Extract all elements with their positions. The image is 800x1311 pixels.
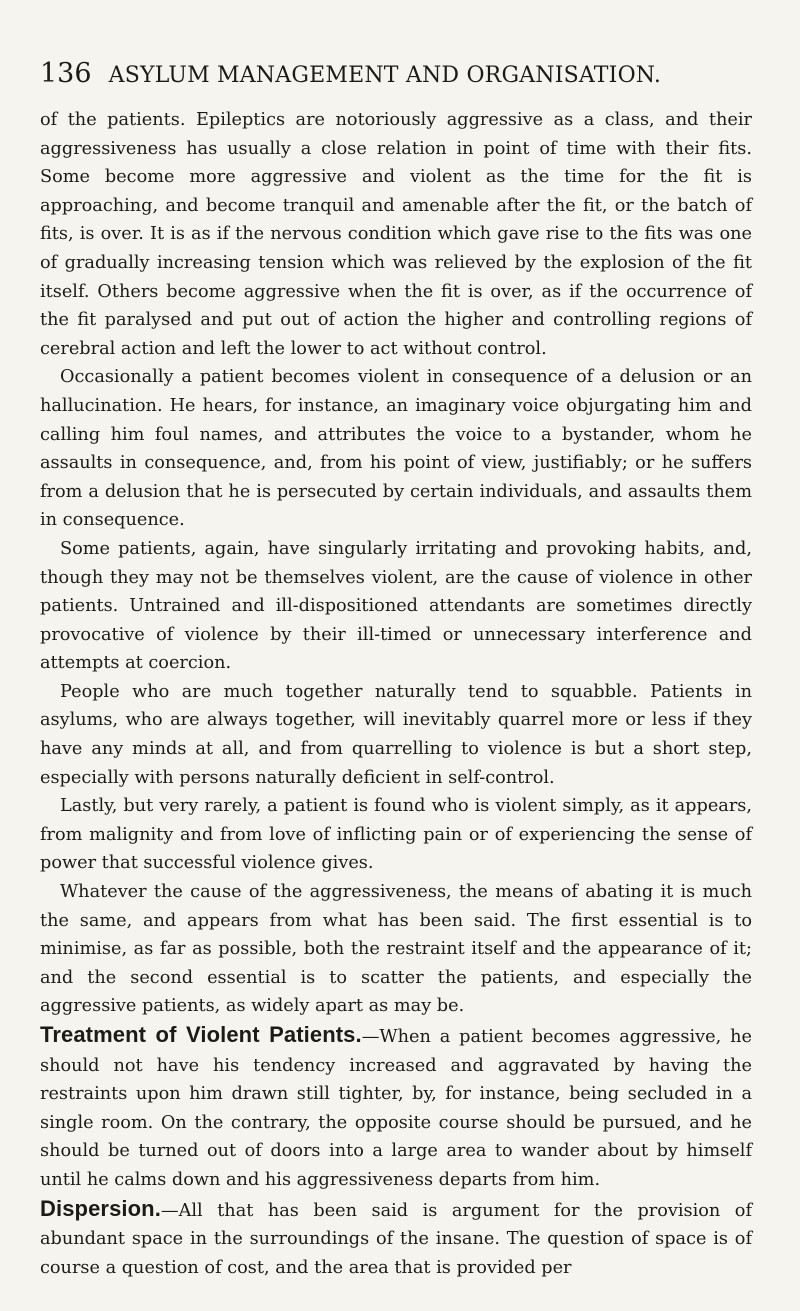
paragraph-provoking-habits: Some patients, again, have singularly irritating and provoking habits, and, though they may not be themselves violent, are the cause of violence in other patients. Untrained and ill-dispositioned attendants are sometimes directly provocative of violence by their ill-timed or unnecessary interference and attempts at coercion. — [40, 538, 752, 674]
running-title: ASYLUM MANAGEMENT AND ORGANISATION. — [108, 63, 662, 88]
paragraph-delusion: Occasionally a patient becomes violent in consequence of a delusion or an hallucination. He hears, for instance, an imaginary voice objurgating him and calling him foul names, and attributes the voice to a bystander, whom he assaults in consequence, and, from his point of view, justifiably; or he suffers from a delusion that he is persecuted by certain individuals, and assaults them in consequence. — [40, 367, 752, 531]
paragraph-treatment-text: —When a patient becomes aggressive, he should not have his tendency increased and aggravated by having the restraints upon him drawn still tighter, by, for instance, being secluded in a single room. On the contrary, the opposite course should be pursued, and he should be turned out of doors into a large area to wander about by himself until he calms down and his aggressiveness departs from him. — [40, 1027, 752, 1190]
paragraph-squabbling: People who are much together naturally tend to squabble. Patients in asylums, who are always together, will inevitably quarrel more or less if they have any minds at all, and from quarrelling to violence is but a short step, especially with persons naturally deficient in self-control. — [40, 681, 752, 788]
paragraph-treatment — [40, 1021, 752, 1195]
paragraph-dispersion-text: —All that has been said is argument for the provision of abundant space in the surroundings of the insane. The question of space is of course a question of cost, and the area that is provided per — [40, 1200, 752, 1278]
paragraph-dispersion — [40, 1195, 752, 1283]
section-heading-treatment: Treatment of Violent Patients. — [40, 1022, 362, 1047]
running-head — [40, 58, 752, 92]
page-number: 136 — [40, 58, 92, 89]
section-heading-dispersion: Dispersion. — [40, 1195, 161, 1221]
paragraph-malignity: Lastly, but very rarely, a patient is found who is violent simply, as it appears, from malignity and from love of inflicting pain or of experiencing the sense of power that successful violence gives. — [40, 796, 752, 874]
paragraph-abating: Whatever the cause of the aggressiveness, the means of abating it is much the same, and appears from what has been said. The first essential is to minimise, as far as possible, both the restraint itself and the appearance of it; and the second essential is to scatter the patients, and especially the aggressive patients, as widely apart as may be. — [40, 882, 752, 1017]
text-block — [40, 106, 752, 1282]
paragraph-continued: of the patients. Epileptics are notoriously aggressive as a class, and their aggressiveness has usually a close relation in point of time with their fits. Some become more aggressive and violent as the time for the fit is approaching, and become tranquil and amenable after the fit, or the batch of fits, is over. It is as if the nervous condition which gave rise to the fits was one of gradually increasing tension which was relieved by the explosion of the fit itself. Others become aggressive when the fit is over, as if the occurrence of the fit paralysed and put out of action the higher and controlling regions of cerebral action and left the lower to act without control. — [40, 110, 752, 359]
